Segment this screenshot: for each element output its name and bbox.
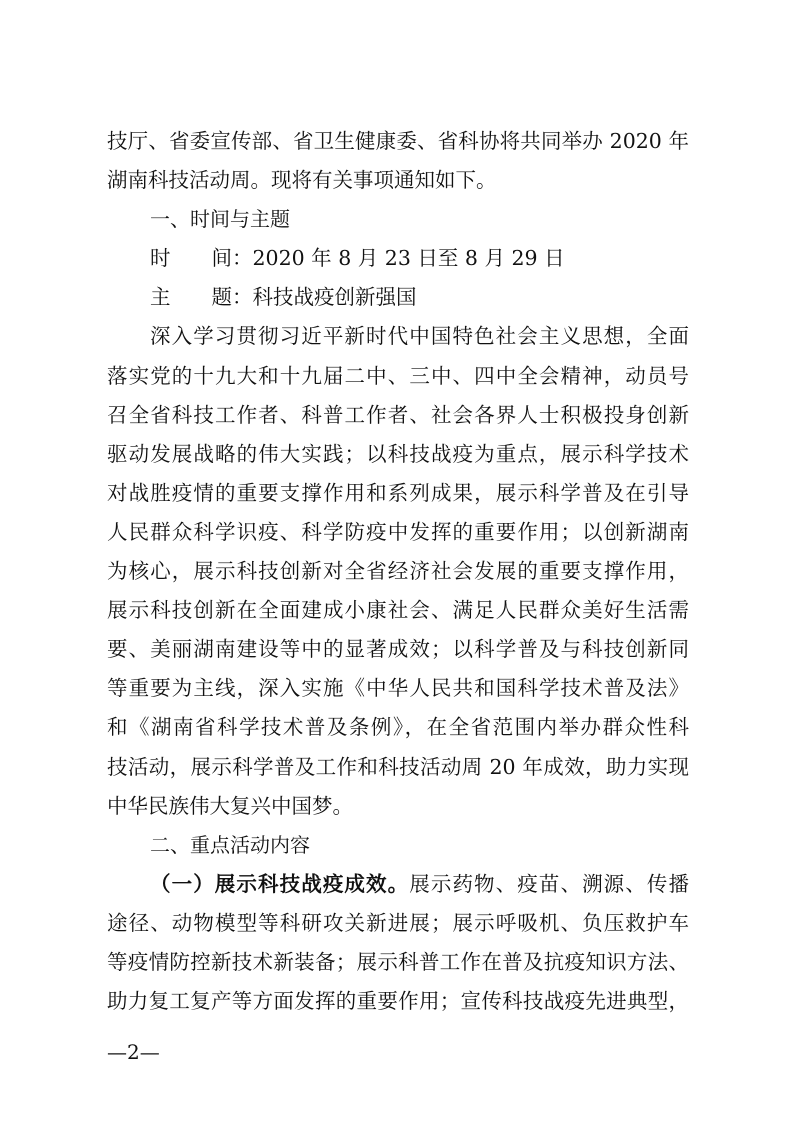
- text-line: 途径、动物模型等科研攻关新进展；展示呼吸机、负压救护车: [107, 910, 689, 935]
- text-line: 落实党的十九大和十九届二中、三中、四中全会精神，动员号: [107, 363, 689, 388]
- theme-row: [107, 278, 689, 317]
- page-number: —2—: [107, 1040, 160, 1064]
- theme-value: 科技战疫创新强国: [252, 285, 417, 310]
- document-body: [107, 122, 689, 1021]
- paragraph: [107, 904, 689, 1021]
- text-line: 中华民族伟大复兴中国梦。: [107, 793, 353, 818]
- text-line: 展示科技创新在全面建成小康社会、满足人民群众美好生活需: [107, 598, 689, 623]
- section-heading: 一、时间与主题: [150, 207, 290, 232]
- text-line: [107, 865, 689, 904]
- time-row: [107, 239, 689, 278]
- text-line: 为核心，展示科技创新对全省经济社会发展的重要支撑作用，: [107, 559, 689, 584]
- text-line: 深入学习贯彻习近平新时代中国特色社会主义思想，全面: [150, 324, 689, 349]
- time-value: 2020 年 8 月 23 日至 8 月 29 日: [252, 246, 565, 271]
- text-line: 等重要为主线，深入实施《中华人民共和国科学技术普及法》: [107, 676, 689, 701]
- section-heading: 二、重点活动内容: [150, 832, 310, 857]
- text-line: 召全省科技工作者、科普工作者、社会各界人士积极投身创新: [107, 402, 689, 427]
- paragraph: [107, 317, 689, 825]
- text-line: 技厅、省委宣传部、省卫生健康委、省科协将共同举办 2020 年: [107, 129, 689, 153]
- text-line: 要、美丽湖南建设等中的显著成效；以科学普及与科技创新同: [107, 637, 689, 662]
- text-line: 驱动发展战略的伟大实践；以科技战疫为重点，展示科学技术: [107, 441, 689, 466]
- theme-label: 主 题：: [150, 285, 253, 310]
- text-line: 人民群众科学识疫、科学防疫中发挥的重要作用；以创新湖南: [107, 519, 689, 544]
- text-line: 技活动，展示科学普及工作和科技活动周 20 年成效，助力实现: [107, 754, 689, 779]
- text-line: 和《湖南省科学技术普及条例》，在全省范围内举办群众性科: [107, 715, 689, 740]
- item-lead: （一）展示科技战疫成效。: [150, 871, 410, 896]
- text-line: 对战胜疫情的重要支撑作用和系列成果，展示科学普及在引导: [107, 480, 689, 505]
- text-line: 湖南科技活动周。现将有关事项通知如下。: [107, 168, 497, 193]
- text-line: 等疫情防控新技术新装备；展示科普工作在普及抗疫知识方法、: [107, 949, 689, 974]
- time-label: 时 间：: [150, 246, 253, 271]
- item-text: 展示药物、疫苗、溯源、传播: [409, 871, 689, 896]
- text-line: 助力复工复产等方面发挥的重要作用；宣传科技战疫先进典型，: [107, 989, 689, 1014]
